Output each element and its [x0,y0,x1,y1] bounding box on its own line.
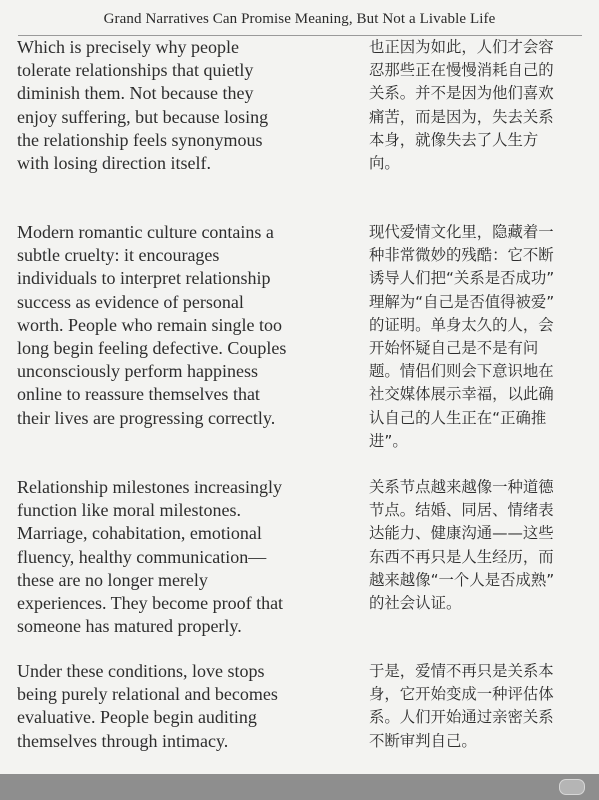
page-title: Grand Narratives Can Promise Meaning, But Not a Livable Life [103,11,496,27]
english-paragraph-2: Modern romantic culture contains a subtle cruelty: it encourages individuals to interpret relationship success as evidence of personal worth. People who remain single too long begin feeling defective. Couples unconsciously perform happiness online to reassure themselves that their lives are progressing correctly. [17,222,287,428]
english-paragraph-4: Under these conditions, love stops being purely relational and becomes evaluative. People begin auditing themselves through intimacy. [17,661,278,751]
chinese-paragraph-1: 也正因为如此，人们才会容 忍那些正在慢慢消耗自己的 关系。并不是因为他们喜欢 痛苦，而是因为，失去关系 本身，就像失去了人生方 向。 [369,38,554,173]
english-paragraph-1: Which is precisely why people tolerate relationships that quietly diminish them. Not because they enjoy suffering, but because losing the relationship feels synonymous with losing direction itself. [17,37,269,174]
page-header [0,0,599,36]
chinese-paragraph-4: 于是，爱情不再只是关系本 身，它开始变成一种评估体 系。人们开始通过亲密关系 不断审判自己。 [369,662,554,750]
chinese-paragraph-2: 现代爱情文化里，隐藏着一 种非常微妙的残酷：它不断 诱导人们把“关系是否成功” 理解为“自己是否值得被爱” 的证明。单身太久的人，会 开始怀疑自己是不是有问 题。情侣们则会下意识地在 社交媒体展示幸福，以此确 认自己的人生正在“正确推 进”。 [369,223,555,450]
bottom-bar [0,774,599,800]
chinese-paragraph-3: 关系节点越来越像一种道德 节点。结婚、同居、情绪表 达能力、健康沟通——这些 东西不再只是人生经历，而 越来越像“一个人是否成熟” 的社会认证。 [369,478,555,613]
watermark-icon [559,779,585,795]
english-paragraph-3: Relationship milestones increasingly function like moral milestones. Marriage, cohabitation, emotional fluency, healthy communication— these are no longer merely experiences. They become proof that someone has matured properly. [17,477,284,637]
